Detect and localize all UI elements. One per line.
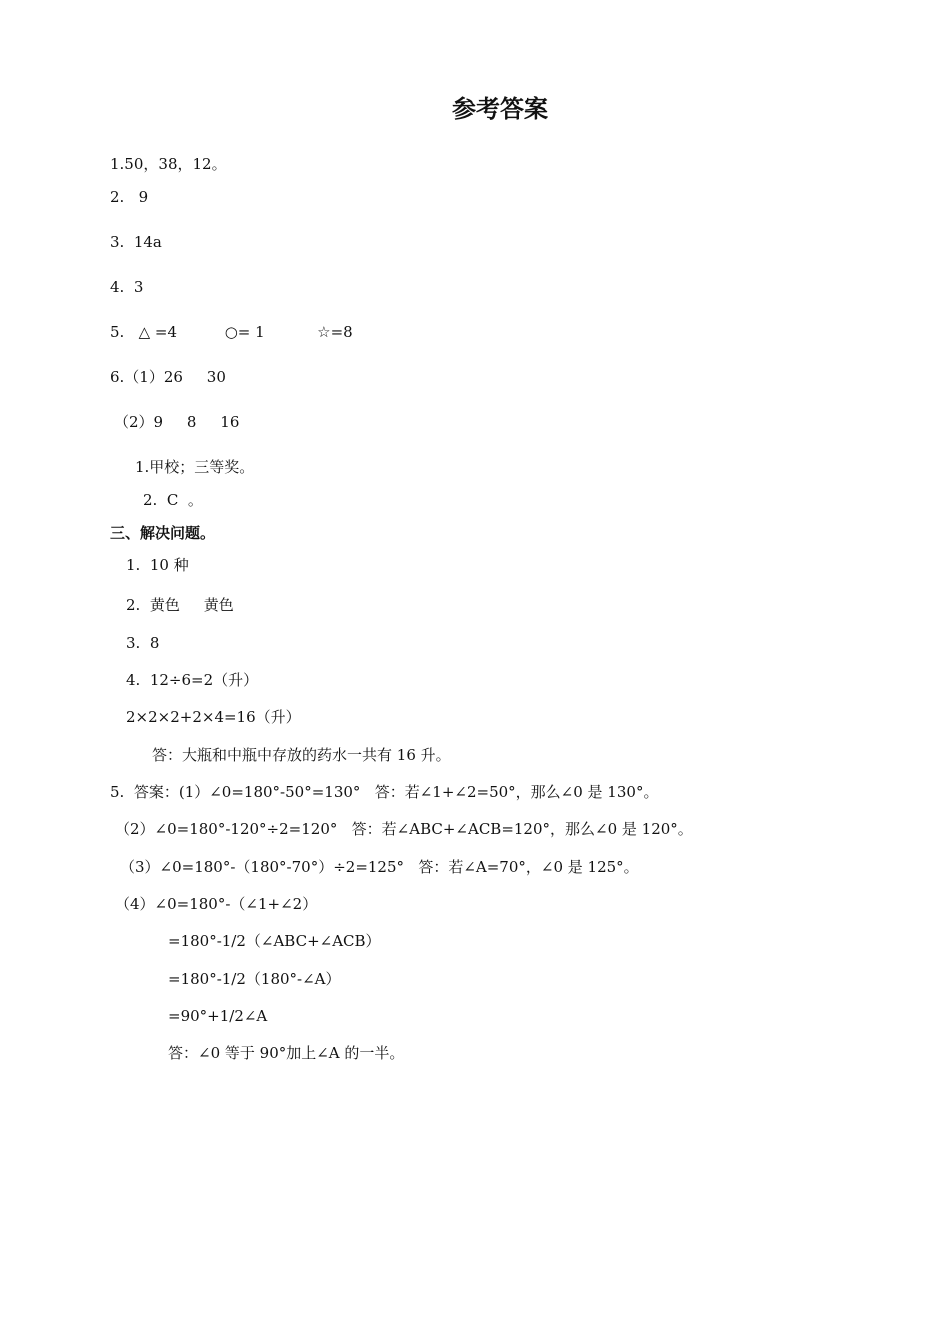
answer-line: 3. 8 (126, 634, 160, 652)
answer-line: 4. 3 (110, 278, 144, 296)
answer-line: 3. 14a (110, 233, 162, 251)
answer-line: 2. 9 (110, 188, 149, 206)
answer-line: 1.甲校；三等奖。 (135, 458, 255, 476)
answer-line: 5. △ =4 ○= 1 ☆=8 (110, 323, 353, 341)
answer-line: 2. C 。 (143, 491, 203, 509)
answer-line: 6.（1）26 30 (110, 368, 226, 386)
answer-line: 答：∠0 等于 90°加上∠A 的一半。 (168, 1044, 405, 1062)
answer-line: 5. 答案：(1）∠0=180°-50°=130° 答：若∠1+∠2=50°，那么∠0 是 130°。 (110, 783, 659, 801)
answer-line: 答：大瓶和中瓶中存放的药水一共有 16 升。 (152, 746, 451, 764)
answer-line: =180°-1/2（∠ABC+∠ACB） (168, 932, 381, 950)
answer-line: 1.50，38，12。 (110, 155, 227, 173)
answer-line: 1. 10 种 (126, 556, 189, 574)
answer-line: （2）9 8 16 (114, 413, 240, 431)
section-heading: 三、解决问题。 (110, 524, 216, 542)
page-title: 参考答案 (452, 95, 548, 123)
answer-line: 4. 12÷6=2（升） (126, 671, 259, 689)
answer-line: （4）∠0=180°-（∠1+∠2） (115, 895, 318, 913)
answer-line: 2. 黄色 黄色 (126, 596, 234, 614)
answer-line: =90°+1/2∠A (168, 1007, 268, 1025)
answer-line: （3）∠0=180°-（180°-70°）÷2=125° 答：若∠A=70°，∠0 是 125°。 (120, 858, 639, 876)
answer-line: （2）∠0=180°-120°÷2=120° 答：若∠ABC+∠ACB=120°，那么∠0 是 120°。 (115, 820, 693, 838)
answer-line: 2×2×2+2×4=16（升） (126, 708, 301, 726)
answer-line: =180°-1/2（180°-∠A） (168, 970, 341, 988)
